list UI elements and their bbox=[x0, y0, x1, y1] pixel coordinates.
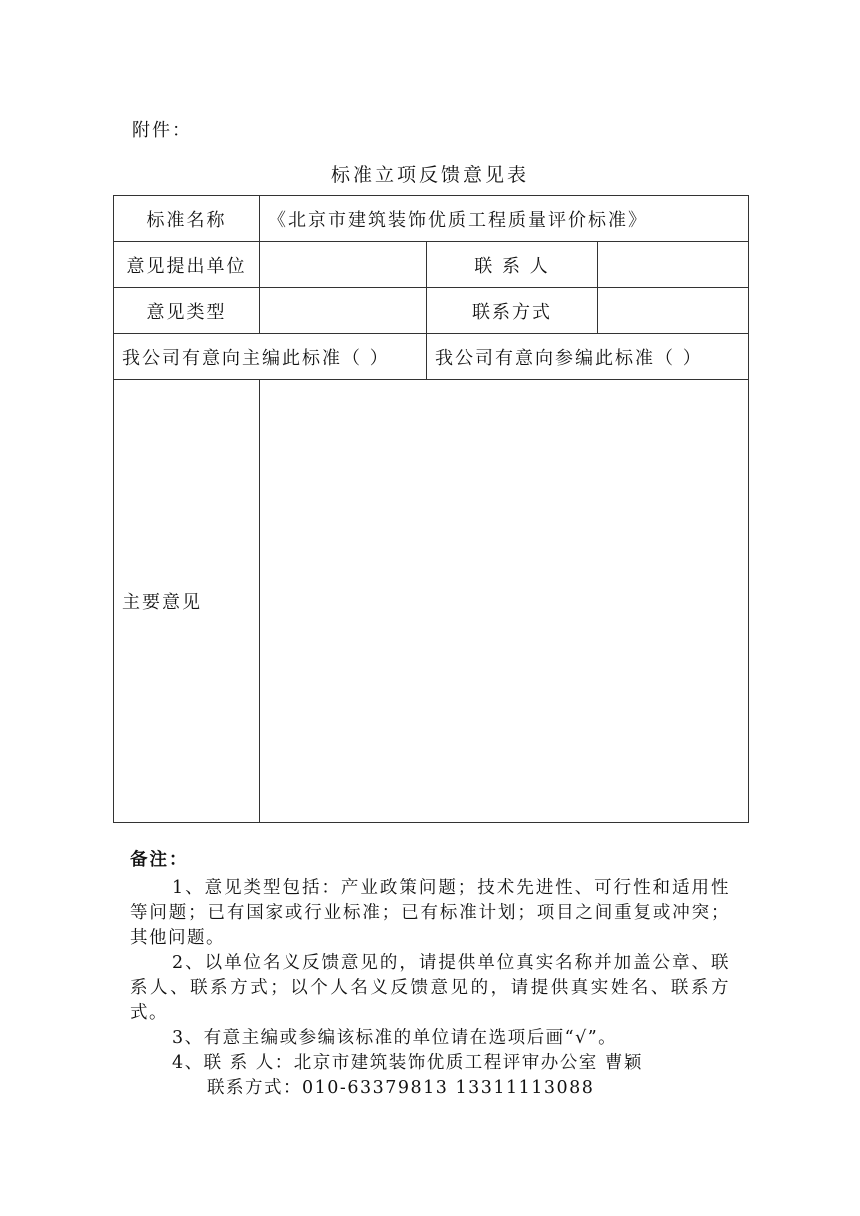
contact-person-field[interactable] bbox=[598, 242, 749, 288]
unit-label: 意见提出单位 bbox=[114, 242, 260, 288]
row-type-method bbox=[114, 288, 749, 334]
standard-name-value: 《北京市建筑装饰优质工程质量评价标准》 bbox=[260, 196, 749, 242]
row-main-opinion bbox=[114, 380, 749, 823]
note-item: 3、有意主编或参编该标准的单位请在选项后画“√”。 bbox=[172, 1028, 618, 1048]
chief-editor-option[interactable]: 我公司有意向主编此标准（ ） bbox=[114, 334, 427, 380]
notes-heading: 备注： bbox=[130, 850, 189, 870]
contact-person-label: 联 系 人 bbox=[427, 242, 598, 288]
co-editor-option[interactable]: 我公司有意向参编此标准（ ） bbox=[427, 334, 749, 380]
note-item: 4、联 系 人：北京市建筑装饰优质工程评审办公室 曹颖 bbox=[172, 1053, 643, 1073]
note-item: 2、以单位名义反馈意见的，请提供单位真实名称并加盖公章、联系人、联系方式；以个人名义反馈意见的，请提供真实姓名、联系方式。 bbox=[130, 953, 730, 1023]
row-standard-name bbox=[114, 196, 749, 242]
opinion-type-label: 意见类型 bbox=[114, 288, 260, 334]
attachment-label: 附件： bbox=[132, 120, 192, 141]
row-editor-options bbox=[114, 334, 749, 380]
note-contact-line: 联系方式：010-63379813 13311113088 bbox=[207, 1078, 595, 1098]
main-opinion-label: 主要意见 bbox=[114, 380, 260, 823]
contact-method-label: 联系方式 bbox=[427, 288, 598, 334]
feedback-form-table bbox=[113, 195, 749, 823]
row-unit-contact bbox=[114, 242, 749, 288]
note-item: 1、意见类型包括：产业政策问题；技术先进性、可行性和适用性等问题；已有国家或行业标准；已有标准计划；项目之间重复或冲突；其他问题。 bbox=[130, 878, 730, 948]
contact-method-field[interactable] bbox=[598, 288, 749, 334]
unit-field[interactable] bbox=[260, 242, 427, 288]
standard-name-label: 标准名称 bbox=[114, 196, 260, 242]
notes-section bbox=[130, 848, 730, 1101]
main-opinion-field[interactable] bbox=[260, 380, 749, 823]
form-title: 标准立项反馈意见表 bbox=[330, 164, 529, 186]
opinion-type-field[interactable] bbox=[260, 288, 427, 334]
